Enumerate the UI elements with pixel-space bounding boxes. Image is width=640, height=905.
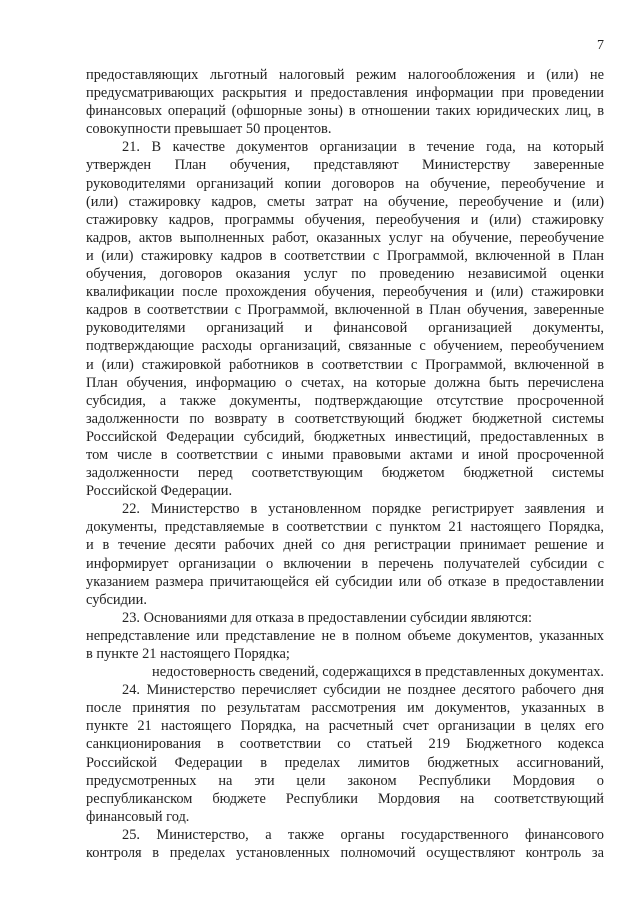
- text-line: 21. В качестве документов организации в течение года, на который: [122, 139, 604, 156]
- text-line: предоставляющих льготный налоговый режим налогообложения и (или) не: [86, 67, 604, 83]
- text-line: Российской Федерации.: [86, 483, 233, 500]
- text-line: (или) стажировку кадров, сметы затрат на обучение, переобучение и (или): [86, 193, 604, 210]
- text-line: субсидия, а также документы, подтверждающие отсутствие просроченной: [86, 392, 604, 409]
- text-line: руководителями организаций копии договоров на обучение, переобучение и: [86, 175, 604, 192]
- text-line: задолженности по возврату в соответствующий бюджет бюджетной системы: [86, 410, 604, 427]
- text-line: недостоверность сведений, содержащихся в представленных документах.: [152, 664, 604, 681]
- text-line: финансовых операций (офшорные зоны) в отношении таких юридических лиц, в: [86, 103, 604, 120]
- text-line: квалификации после прохождения обучения, переобучения и (или) стажировки: [86, 284, 604, 301]
- text-line: санкционирования в соответствии со статьей 219 Бюджетного кодекса: [86, 736, 604, 753]
- text-line: кадров, актов выполненных работ, оказанных услуг на обучение, переобучение: [86, 229, 604, 246]
- text-line: и (или) стажировку кадров в соответствии с Программой, включенной в План: [86, 247, 604, 264]
- text-line: субсидии.: [86, 591, 147, 608]
- text-line: предусматривающих раскрытия и предоставления информации при проведении: [86, 85, 604, 102]
- text-line: после принятия по результатам рассмотрения им документов, указанных в: [86, 700, 604, 717]
- text-line: совокупности превышает 50 процентов.: [86, 121, 332, 138]
- text-line: Российской Федерации в пределах лимитов бюджетных ассигнований,: [86, 754, 604, 771]
- text-line: утвержден План обучения, представляют Министерству заверенные: [86, 157, 604, 174]
- text-line: руководителями организаций и финансовой организацией документы,: [86, 320, 604, 337]
- text-line: 23. Основаниями для отказа в предоставлении субсидии являются:: [122, 609, 532, 626]
- text-line: 25. Министерство, а также органы государственного финансового: [122, 826, 604, 843]
- text-line: стажировку кадров, программы обучения, переобучения и (или) стажировку: [86, 211, 604, 228]
- text-line: обучения, договоров оказания услуг по проведению независимой оценки: [86, 266, 604, 283]
- text-line: Российской Федерации субсидий, бюджетных инвестиций, предоставленных в: [86, 428, 604, 445]
- document-body: [86, 66, 604, 862]
- text-line: задолженности перед соответствующим бюджетом бюджетной системы: [86, 465, 604, 482]
- text-line: документы, представляемые в соответствии с пунктом 21 настоящего Порядка,: [86, 519, 604, 536]
- text-line: пункте 21 настоящего Порядка, на расчетный счет организации в целях его: [86, 718, 604, 735]
- text-line: информирует организации о включении в перечень получателей субсидии с: [86, 555, 604, 572]
- text-line: непредставление или представление не в полном объеме документов, указанных: [86, 627, 604, 644]
- text-line: том числе в соответствии с иными правовыми актами и иной просроченной: [86, 446, 604, 463]
- text-line: республиканском бюджете Республики Мордовия на соответствующий: [86, 790, 604, 807]
- text-line: в пункте 21 настоящего Порядка;: [86, 646, 290, 662]
- text-line: 22. Министерство в установленном порядке регистрирует заявления и: [122, 501, 604, 518]
- text-line: План обучения, информацию о счетах, на которые должна быть перечислена: [86, 374, 604, 391]
- text-line: и (или) стажировкой работников в соответствии с Программой, включенной в: [86, 356, 604, 373]
- text-line: указанием размера причитающейся ей субсидии или об отказе в предоставлении: [86, 573, 604, 590]
- text-line: подтверждающие расходы организаций, связанные с обучением, переобучением: [86, 338, 604, 355]
- text-line: контроля в пределах установленных полномочий осуществляют контроль за: [86, 845, 604, 862]
- text-line: и в течение десяти рабочих дней со дня регистрации принимает решение и: [86, 537, 604, 554]
- text-line: финансовый год.: [86, 808, 190, 825]
- text-line: 24. Министерство перечисляет субсидии не позднее десятого рабочего дня: [122, 682, 604, 699]
- text-line: предусмотренных на эти цели законом Республики Мордовия о: [86, 772, 604, 789]
- text-line: кадров в соответствии с Программой, включенной в План обучения, заверенные: [86, 302, 604, 319]
- page-number: 7: [597, 38, 604, 53]
